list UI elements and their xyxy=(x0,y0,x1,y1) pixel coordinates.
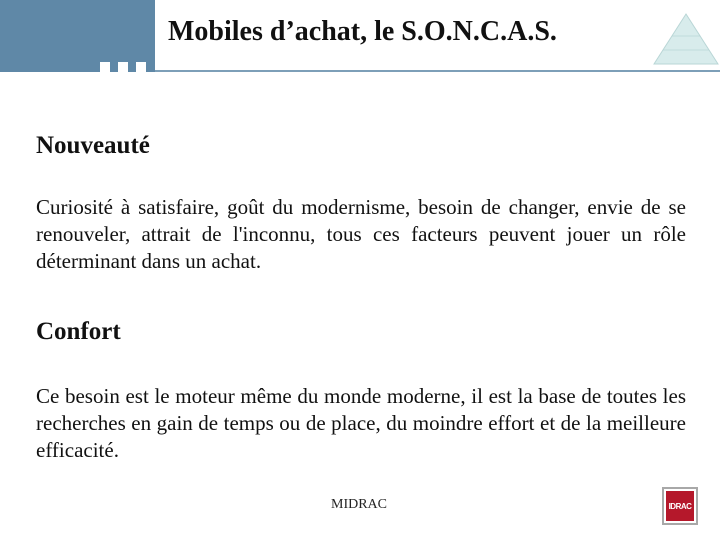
idrac-logo xyxy=(662,487,698,525)
section-heading-confort: Confort xyxy=(36,318,121,345)
section-body-confort: Ce besoin est le moteur même du monde moderne, il est la base de toutes les recherches en gain de temps ou de place, du moindre effort et de la meilleure efficacité. xyxy=(36,384,686,462)
header-rule xyxy=(155,70,720,72)
header-notch xyxy=(100,62,110,72)
footer-label: MIDRAC xyxy=(331,497,388,512)
header-decoration xyxy=(0,0,155,72)
idrac-logo-mark: IDRAC xyxy=(666,491,694,521)
pyramid-icon xyxy=(652,12,720,66)
section-heading-nouveaute: Nouveauté xyxy=(36,132,150,159)
header-notch xyxy=(136,62,146,72)
section-body-nouveaute: Curiosité à satisfaire, goût du modernisme, besoin de changer, envie de se renouveler, attrait de l'inconnu, tous ces facteurs peuvent jouer un rôle déterminant dans un achat. xyxy=(36,195,686,273)
header-notch xyxy=(118,62,128,72)
slide-title: Mobiles d’achat, le S.O.N.C.A.S. xyxy=(168,16,557,47)
